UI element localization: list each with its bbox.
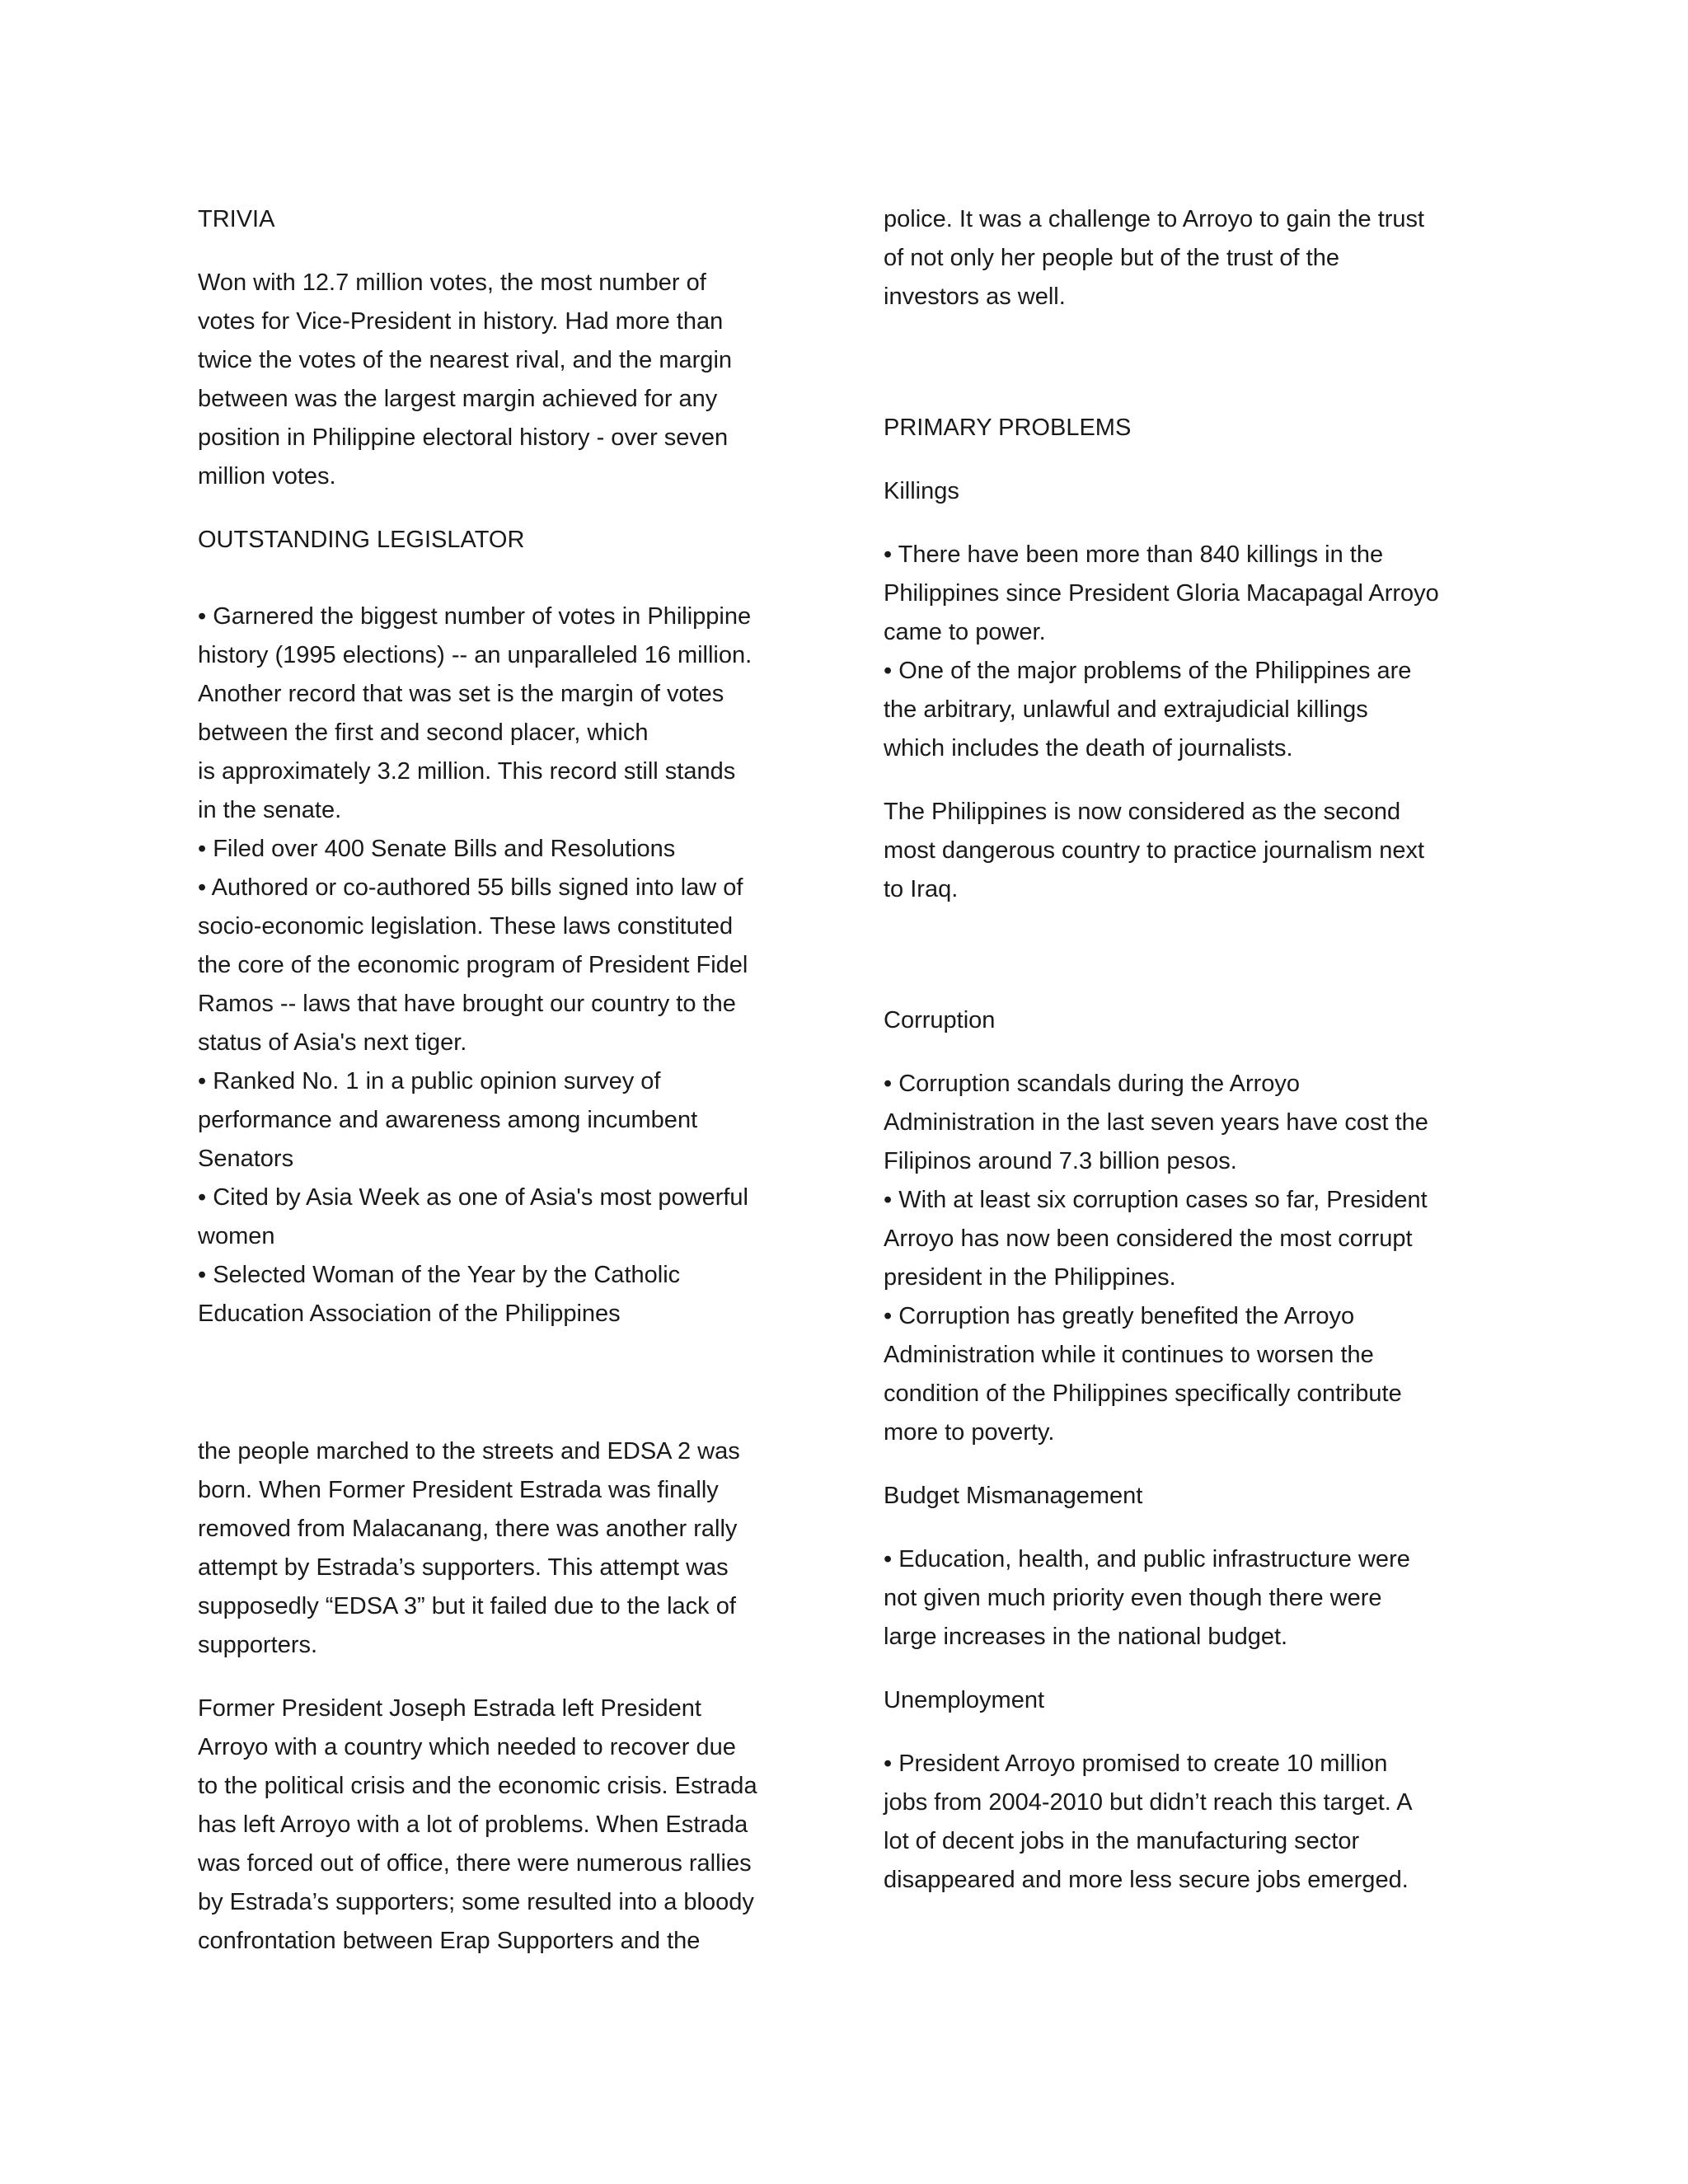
- bullet-item: • Garnered the biggest number of votes in Philippine history (1995 elections) -- an unparalleled 16 million. Another record that was set is the margin of votes between the first and second placer, which is approximately 3.2 million. This record still stands in the senate.: [198, 603, 753, 823]
- bullet-item: • Cited by Asia Week as one of Asia's most powerful women: [198, 1184, 748, 1249]
- primary-problems-heading: PRIMARY PROBLEMS: [884, 415, 1132, 441]
- bullet-item: • Ranked No. 1 in a public opinion survey of performance and awareness among incumbent Senators: [198, 1068, 698, 1172]
- unemployment-heading: Unemployment: [884, 1687, 1045, 1713]
- killings-bullet-list: [884, 536, 1493, 768]
- bullet-item: • Corruption scandals during the Arroyo Administration in the last seven years have cost the Filipinos around 7.3 billion pesos.: [884, 1071, 1428, 1174]
- bullet-item: • Corruption has greatly benefited the Arroyo Administration while it continues to worsen the condition of the Philippines specifically contribute more to poverty.: [884, 1303, 1402, 1446]
- budget-paragraph: • Education, health, and public infrastructure were not given much priority even though there were large increases in the national budget.: [884, 1546, 1410, 1650]
- bullet-item: • One of the major problems of the Philippines are the arbitrary, unlawful and extrajudicial killings which includes the death of journalists.: [884, 658, 1412, 762]
- trivia-heading: TRIVIA: [198, 206, 275, 232]
- police-paragraph: police. It was a challenge to Arroyo to gain the trust of not only her people but of the trust of the investors as well.: [884, 206, 1425, 310]
- corruption-bullet-list: [884, 1065, 1493, 1452]
- bullet-item: • There have been more than 840 killings in the Philippines since President Gloria Macapagal Arroyo came to power.: [884, 541, 1439, 645]
- killings-heading: Killings: [884, 478, 959, 504]
- edsa-paragraph: the people marched to the streets and EDSA 2 was born. When Former President Estrada was finally removed from Malacanang, there was another rally attempt by Estrada’s supporters. This attempt was supposedly “EDSA 3” but it failed due to the lack of supporters.: [198, 1438, 740, 1658]
- outstanding-legislator-heading: OUTSTANDING LEGISLATOR: [198, 527, 525, 553]
- bullet-item: • With at least six corruption cases so far, President Arroyo has now been considered the most corrupt president in the Philippines.: [884, 1187, 1428, 1291]
- legislator-bullet-list: [198, 598, 816, 1333]
- unemployment-paragraph: • President Arroyo promised to create 10 million jobs from 2004-2010 but didn’t reach this target. A lot of decent jobs in the manufacturing sector disappeared and more less secure jobs emerged.: [884, 1750, 1413, 1893]
- corruption-heading: Corruption: [884, 1007, 996, 1033]
- estrada-paragraph: Former President Joseph Estrada left President Arroyo with a country which needed to recover due to the political crisis and the economic crisis. Estrada has left Arroyo with a lot of problems. When Estrada was forced out of office, there were numerous rallies by Estrada’s supporters; some resulted into a bloody confrontation between Erap Supporters and the: [198, 1695, 757, 1954]
- right-column: [884, 200, 1493, 1900]
- left-column: [198, 200, 816, 1961]
- bullet-item: • Selected Woman of the Year by the Catholic Education Association of the Philippines: [198, 1262, 681, 1327]
- budget-mismanagement-heading: Budget Mismanagement: [884, 1483, 1143, 1509]
- journalism-paragraph: The Philippines is now considered as the second most dangerous country to practice journalism next to Iraq.: [884, 799, 1425, 902]
- bullet-item: • Filed over 400 Senate Bills and Resolutions: [198, 836, 676, 862]
- bullet-item: • Authored or co-authored 55 bills signed into law of socio-economic legislation. These laws constituted the core of the economic program of President Fidel Ramos -- laws that have brought our country to the status of Asia's next tiger.: [198, 874, 748, 1056]
- trivia-paragraph: Won with 12.7 million votes, the most number of votes for Vice-President in history. Had more than twice the votes of the nearest rival, and the margin between was the largest margin achieved for any position in Philippine electoral history - over seven million votes.: [198, 269, 733, 490]
